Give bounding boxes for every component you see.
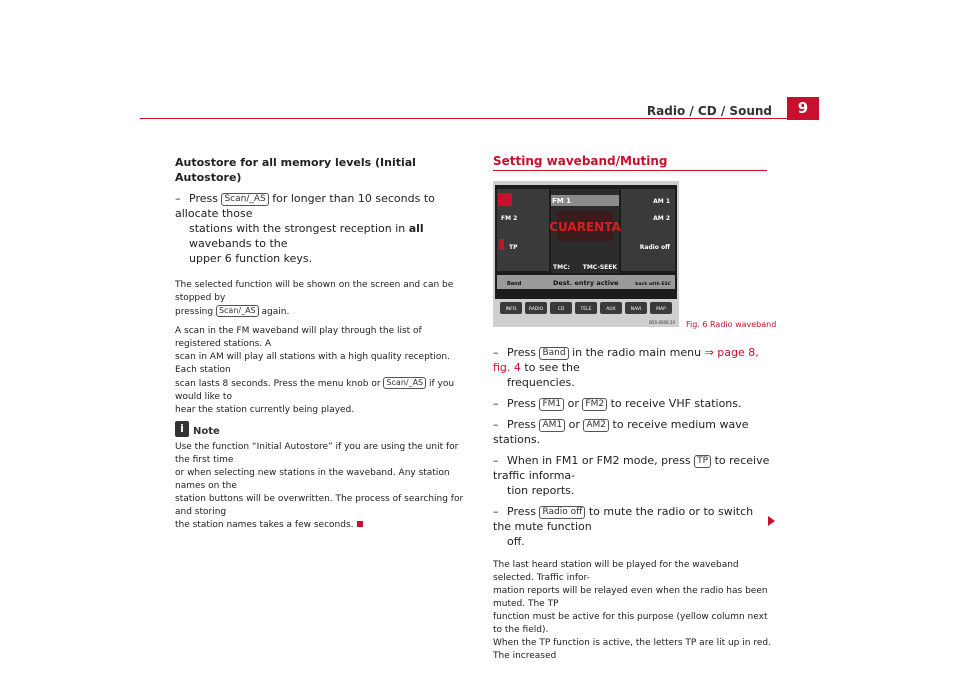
screen-nav-label: AUX <box>606 307 616 312</box>
dest-entry-label: Dest. entry active <box>553 279 619 287</box>
step-band: – Press Band in the radio main menu ⇒ page 8, fig. 4 to see the <box>493 346 759 374</box>
screen-nav-label: TELE <box>580 307 592 312</box>
tp-label: TP <box>509 244 518 251</box>
am1-label: AM 1 <box>653 198 670 205</box>
left-column: Autostore for all memory levels (Initial Autostore) – Press Scan/_AS for longer than 10 seconds to allocate those stations with the strongest reception in all wavebands to the upper 6 function keys. The selected function will be shown on the screen and can be stopped by pressing Scan/_AS again. A scan in the FM waveband will play through the list of registered stations. A scan in AM will play all stations with a high quality reception. Each station scan lasts 8 seconds. Press the menu knob or Scan/_AS if you would like to hear the station currently being played. i Note Use the function “Initial Autostore” if you are using the unit for the first time or when selecting new stations in the waveband. Any station names on the station buttons will be overwritten. The process of searching for and storing the station names takes a few seconds. <box>175 155 470 532</box>
tmc-seek-label: TMC-SEEK <box>582 264 617 271</box>
autostore-step: – Press Scan/_AS for longer than 10 seconds to allocate those <box>175 192 435 220</box>
fm2-key: FM2 <box>582 398 607 411</box>
tmc-label: TMC: <box>553 264 570 271</box>
scan-as-key: Scan/_AS <box>221 193 268 206</box>
screen-nav-label: MAP <box>656 307 666 312</box>
continue-arrow-icon <box>768 516 775 526</box>
band-label: Band <box>507 281 522 287</box>
radio-screen-image <box>493 181 679 327</box>
screen-nav-label: CD <box>557 307 565 312</box>
step-fm: – Press FM1 or FM2 to receive VHF stations. <box>493 397 742 410</box>
stop-paragraph: The selected function will be shown on the screen and can be stopped by pressing Scan/_AS again. <box>175 280 454 317</box>
step-am: – Press AM1 or AM2 to receive medium wave stations. <box>493 418 749 446</box>
fm1-key: FM1 <box>539 398 564 411</box>
screen-nav-label: INFO <box>505 307 517 312</box>
figure-caption: Fig. 6 Radio waveband <box>686 320 777 329</box>
note-icon: i <box>175 421 189 437</box>
right-column: – Press Band in the radio main menu ⇒ page 8, fig. 4 to see the frequencies. – Press FM1 or FM2 to receive VHF stations. – Press AM1 or AM2 to receive medium wave stations. – When in FM1 or FM2 mode, press TP to receive traffic informa- tion reports. – Press Radio off to mute the radio or to switch the mute function off. The last heard station will be played for the waveband selected. Traffic infor- mation reports will be relayed even when the radio has been muted. The TP function must be active for this purpose (yellow column next to the field). When the TP function is active, the letters TP are lit up in red. The increased <box>493 346 771 661</box>
station-name: CUARENTA <box>549 220 621 234</box>
radio-off-key: Radio off <box>539 506 585 519</box>
fm2-label: FM 2 <box>501 215 518 222</box>
figure-code: B5S-0006 20 <box>649 320 675 325</box>
radio-screen-figure <box>493 181 679 327</box>
nav-buttons <box>500 302 672 314</box>
scan-paragraph: A scan in the FM waveband will play through the list of registered stations. A scan in AM will play all stations with a high quality reception. Each station scan lasts 8 seconds. Press the menu knob or Scan/_AS if you would like to hear the station currently being played. <box>175 326 455 415</box>
step-tp: – When in FM1 or FM2 mode, press TP to receive traffic informa- <box>493 454 770 482</box>
page-reference-link[interactable]: ⇒ page 8, fig. 4 <box>493 346 759 374</box>
scan-as-key: Scan/_AS <box>383 377 426 389</box>
section-rule <box>493 170 767 171</box>
autostore-heading: Autostore for all memory levels (Initial Autostore) <box>175 156 416 184</box>
note-header: i Note <box>175 421 470 437</box>
section-title: Setting waveband/Muting <box>493 154 668 168</box>
header-rule <box>140 118 819 119</box>
running-header-title: Radio / CD / Sound <box>646 104 772 118</box>
scan-as-key: Scan/_AS <box>216 305 259 317</box>
section-end-icon <box>357 521 363 527</box>
note-text: Use the function “Initial Autostore” if you are using the unit for the first time or when selecting new stations in the waveband. Any station names on the station buttons will be overwritten. The process of searching for and storing the station names takes a few seconds. <box>175 442 464 530</box>
tp-key: TP <box>694 455 711 468</box>
am2-key: AM2 <box>583 419 609 432</box>
radio-off-label: Radio off <box>639 244 670 251</box>
back-label: back with ESC <box>635 282 671 287</box>
screen-nav-label: NAVI <box>630 307 642 312</box>
screen-nav-label: RADIO <box>528 307 544 312</box>
page-number: 9 <box>787 97 819 120</box>
am1-key: AM1 <box>539 419 565 432</box>
fm1-label: FM 1 <box>552 197 572 205</box>
am2-label: AM 2 <box>653 215 670 222</box>
waveband-paragraph: The last heard station will be played for the waveband selected. Traffic infor- mation reports will be relayed even when the radio has been muted. The TP function must be active for this purpose (yellow column next to the field). When the TP function is active, the letters TP are lit up in red. The increased <box>493 560 771 661</box>
step-radio-off: – Press Radio off to mute the radio or to switch the mute function <box>493 505 754 533</box>
band-key: Band <box>539 347 568 360</box>
